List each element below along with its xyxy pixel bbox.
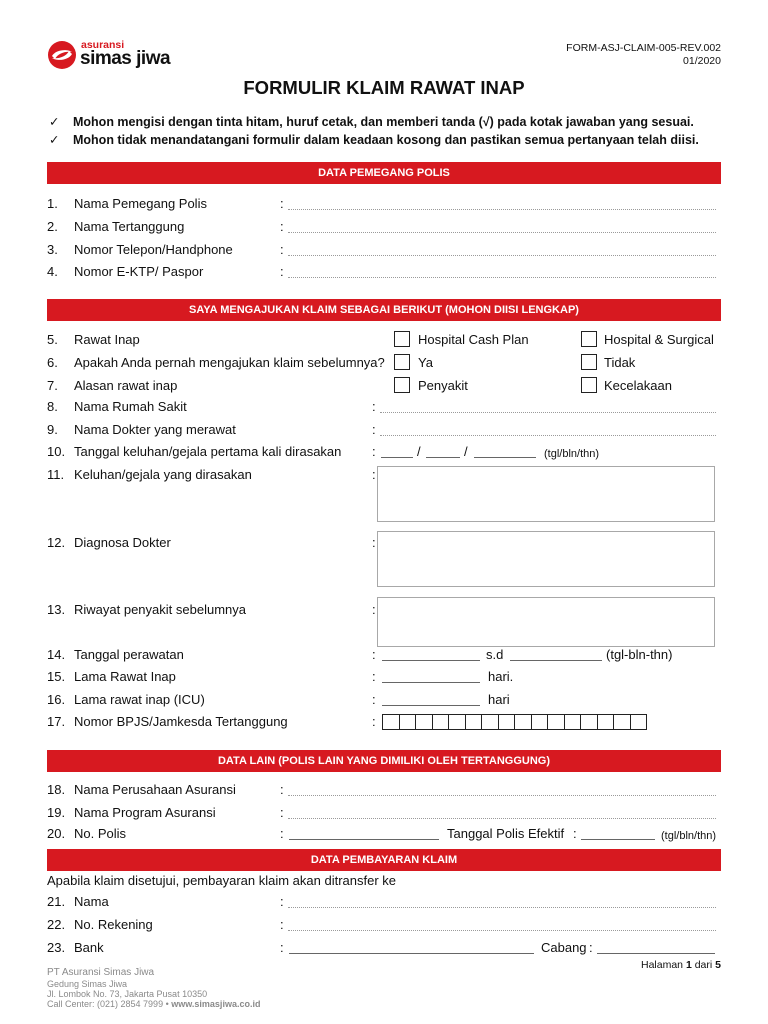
- section-header-pemegang-polis: DATA PEMEGANG POLIS: [47, 162, 721, 184]
- field-label-rawat-inap: Rawat Inap: [74, 332, 140, 347]
- field-label-nomor-telepon: Nomor Telepon/Handphone: [74, 242, 233, 257]
- field-label-nama-dokter: Nama Dokter yang merawat: [74, 422, 236, 437]
- note-2: ✓ Mohon tidak menandatangani formulir dalam keadaan kosong dan pastikan semua pertanyaan telah diisi.: [49, 133, 699, 147]
- item-number: 11.: [47, 467, 65, 482]
- item-number: 17.: [47, 714, 66, 729]
- tanggal-keluhan-month-field[interactable]: [426, 457, 460, 458]
- simasjiwa-logo-icon: [47, 40, 77, 70]
- sd-label: s.d: [486, 647, 504, 662]
- item-number: 15.: [47, 669, 66, 684]
- colon: :: [372, 602, 376, 617]
- digit-box[interactable]: [613, 714, 631, 730]
- colon: :: [372, 444, 376, 459]
- item-number: 6.: [47, 355, 58, 370]
- option-label: Ya: [418, 355, 433, 370]
- footer-company: PT Asuransi Simas Jiwa: [47, 967, 155, 978]
- unit-hari: hari.: [488, 669, 514, 684]
- no-polis-field[interactable]: [289, 839, 439, 840]
- item-number: 13.: [47, 602, 66, 617]
- colon: :: [372, 535, 376, 550]
- unit-hari: hari: [488, 692, 510, 707]
- footer-contact: [47, 999, 260, 1009]
- field-label-nama-rumah-sakit: Nama Rumah Sakit: [74, 399, 187, 414]
- colon: :: [280, 219, 284, 234]
- lama-rawat-icu-field[interactable]: [382, 705, 480, 706]
- footer-building: Gedung Simas Jiwa: [47, 979, 128, 989]
- colon: :: [280, 917, 284, 932]
- digit-box[interactable]: [465, 714, 483, 730]
- colon: :: [280, 242, 284, 257]
- item-number: 18.: [47, 782, 66, 797]
- colon: :: [280, 826, 284, 841]
- colon: :: [372, 647, 376, 662]
- field-label-tanggal-keluhan: Tanggal keluhan/gejala pertama kali dirasakan: [74, 444, 342, 459]
- digit-box[interactable]: [399, 714, 417, 730]
- colon: :: [280, 805, 284, 820]
- tanggal-keluhan-year-field[interactable]: [474, 457, 536, 458]
- footer-website[interactable]: www.simasjiwa.co.id: [171, 999, 261, 1009]
- item-number: 3.: [47, 242, 58, 257]
- bank-field[interactable]: [289, 953, 534, 954]
- field-label-nama-tertanggung: Nama Tertanggung: [74, 219, 185, 234]
- nama-tertanggung-field[interactable]: [288, 232, 716, 233]
- item-number: 19.: [47, 805, 66, 820]
- keluhan-textarea[interactable]: [377, 466, 715, 522]
- item-number: 10.: [47, 444, 66, 459]
- check-icon: ✓: [49, 133, 60, 147]
- item-number: 16.: [47, 692, 66, 707]
- field-label-no-polis: No. Polis: [74, 826, 127, 841]
- digit-box[interactable]: [498, 714, 516, 730]
- option-label: Kecelakaan: [604, 378, 672, 393]
- tanggal-perawatan-end-field[interactable]: [510, 660, 602, 661]
- item-number: 7.: [47, 378, 58, 393]
- date-format-hint: (tgl-bln-thn): [606, 647, 673, 662]
- ya-checkbox[interactable]: [394, 354, 410, 370]
- option-label: Tidak: [604, 355, 636, 370]
- footer-callcenter: Call Center: (021) 2854 7999: [47, 999, 164, 1009]
- item-number: 8.: [47, 399, 58, 414]
- brand-logo: [47, 39, 187, 71]
- field-label-nomor-bpjs: Nomor BPJS/Jamkesda Tertanggung: [74, 714, 288, 729]
- colon: :: [372, 669, 376, 684]
- date-format-hint: (tgl/bln/thn): [544, 448, 600, 460]
- pembayaran-intro: Apabila klaim disetujui, pembayaran klaim akan ditransfer ke: [47, 873, 397, 888]
- tidak-checkbox[interactable]: [581, 354, 597, 370]
- riwayat-penyakit-textarea[interactable]: [377, 597, 715, 647]
- nama-pemegang-polis-field[interactable]: [288, 209, 716, 210]
- item-number: 4.: [47, 264, 58, 279]
- nomor-ektp-field[interactable]: [288, 277, 716, 278]
- colon: :: [280, 264, 284, 279]
- kecelakaan-checkbox[interactable]: [581, 377, 597, 393]
- hospital-surgical-checkbox[interactable]: [581, 331, 597, 347]
- field-label-tanggal-polis-efektif: Tanggal Polis Efektif: [447, 826, 565, 841]
- field-label-nama-perusahaan: Nama Perusahaan Asuransi: [74, 782, 236, 797]
- option-label: Hospital Cash Plan: [418, 332, 529, 347]
- digit-box[interactable]: [630, 714, 648, 730]
- field-label-nomor-ektp: Nomor E-KTP/ Paspor: [74, 264, 204, 279]
- field-label-lama-rawat-inap: Lama Rawat Inap: [74, 669, 176, 684]
- field-label-keluhan: Keluhan/gejala yang dirasakan: [74, 467, 252, 482]
- page-title: FORMULIR KLAIM RAWAT INAP: [243, 77, 525, 98]
- section-header-klaim: SAYA MENGAJUKAN KLAIM SEBAGAI BERIKUT (MOHON DIISI LENGKAP): [47, 299, 721, 321]
- field-label-bank: Bank: [74, 940, 104, 955]
- nama-program-field[interactable]: [288, 818, 716, 819]
- field-label-no-rekening: No. Rekening: [74, 917, 153, 932]
- colon: :: [372, 692, 376, 707]
- colon: :: [372, 467, 376, 482]
- colon: :: [372, 422, 376, 437]
- colon: :: [589, 940, 593, 955]
- item-number: 22.: [47, 917, 66, 932]
- nomor-bpjs-boxes[interactable]: [382, 714, 646, 730]
- digit-box[interactable]: [531, 714, 549, 730]
- nomor-telepon-field[interactable]: [288, 255, 716, 256]
- bullet-icon: •: [165, 999, 172, 1009]
- date-separator: /: [464, 444, 468, 459]
- colon: :: [280, 894, 284, 909]
- colon: :: [280, 196, 284, 211]
- field-label-alasan-rawat-inap: Alasan rawat inap: [74, 378, 178, 393]
- date-separator: /: [417, 444, 421, 459]
- field-label-nama-rekening: Nama: [74, 894, 109, 909]
- lama-rawat-inap-field[interactable]: [382, 682, 480, 683]
- cabang-field[interactable]: [597, 953, 715, 954]
- note-1: ✓ Mohon mengisi dengan tinta hitam, huruf cetak, dan memberi tanda (√) pada kotak jawaban yang sesuai.: [49, 115, 694, 129]
- digit-box[interactable]: [597, 714, 615, 730]
- tanggal-keluhan-day-field[interactable]: [381, 457, 413, 458]
- tanggal-perawatan-start-field[interactable]: [382, 660, 480, 661]
- item-number: 9.: [47, 422, 58, 437]
- item-number: 12.: [47, 535, 66, 550]
- brand-line2: simas jiwa: [80, 48, 171, 69]
- colon: :: [573, 826, 577, 841]
- brand-line1: asuransi: [81, 39, 125, 51]
- nama-perusahaan-field[interactable]: [288, 795, 716, 796]
- item-number: 21.: [47, 894, 66, 909]
- nama-rekening-field[interactable]: [288, 907, 716, 908]
- colon: :: [280, 940, 284, 955]
- colon: :: [280, 782, 284, 797]
- colon: :: [372, 714, 376, 729]
- item-number: 20.: [47, 826, 66, 841]
- digit-box[interactable]: [415, 714, 433, 730]
- field-label-riwayat-penyakit: Riwayat penyakit sebelumnya: [74, 602, 246, 617]
- penyakit-checkbox[interactable]: [394, 377, 410, 393]
- option-label: Penyakit: [418, 378, 468, 393]
- date-format-hint: (tgl/bln/thn): [661, 830, 717, 842]
- footer-address: Jl. Lombok No. 73, Jakarta Pusat 10350: [47, 989, 208, 999]
- field-label-cabang: Cabang: [541, 940, 587, 955]
- field-label-tanggal-perawatan: Tanggal perawatan: [74, 647, 184, 662]
- nama-rumah-sakit-field[interactable]: [380, 412, 716, 413]
- hospital-cash-plan-checkbox[interactable]: [394, 331, 410, 347]
- tanggal-polis-efektif-field[interactable]: [581, 839, 655, 840]
- field-label-diagnosa-dokter: Diagnosa Dokter: [74, 535, 171, 550]
- digit-box[interactable]: [564, 714, 582, 730]
- digit-box[interactable]: [514, 714, 532, 730]
- form-code: FORM-ASJ-CLAIM-005-REV.002: [566, 42, 721, 54]
- diagnosa-dokter-textarea[interactable]: [377, 531, 715, 587]
- field-label-lama-rawat-icu: Lama rawat inap (ICU): [74, 692, 205, 707]
- digit-box[interactable]: [448, 714, 466, 730]
- page-number: Halaman 1 dari 5: [641, 959, 721, 971]
- item-number: 5.: [47, 332, 58, 347]
- check-icon: ✓: [49, 115, 60, 129]
- form-date: 01/2020: [683, 55, 721, 67]
- item-number: 23.: [47, 940, 66, 955]
- digit-box[interactable]: [481, 714, 499, 730]
- item-number: 1.: [47, 196, 58, 211]
- colon: :: [372, 399, 376, 414]
- option-label: Hospital & Surgical: [604, 332, 714, 347]
- section-header-data-lain: DATA LAIN (POLIS LAIN YANG DIMILIKI OLEH TERTANGGUNG): [47, 750, 721, 772]
- item-number: 14.: [47, 647, 66, 662]
- digit-box[interactable]: [382, 714, 400, 730]
- field-label-nama-pemegang-polis: Nama Pemegang Polis: [74, 196, 207, 211]
- no-rekening-field[interactable]: [288, 930, 716, 931]
- digit-box[interactable]: [432, 714, 450, 730]
- field-label-nama-program: Nama Program Asuransi: [74, 805, 216, 820]
- digit-box[interactable]: [547, 714, 565, 730]
- nama-dokter-field[interactable]: [380, 435, 716, 436]
- field-label-klaim-sebelumnya: Apakah Anda pernah mengajukan klaim sebelumnya?: [74, 355, 385, 370]
- item-number: 2.: [47, 219, 58, 234]
- section-header-pembayaran: DATA PEMBAYARAN KLAIM: [47, 849, 721, 871]
- digit-box[interactable]: [580, 714, 598, 730]
